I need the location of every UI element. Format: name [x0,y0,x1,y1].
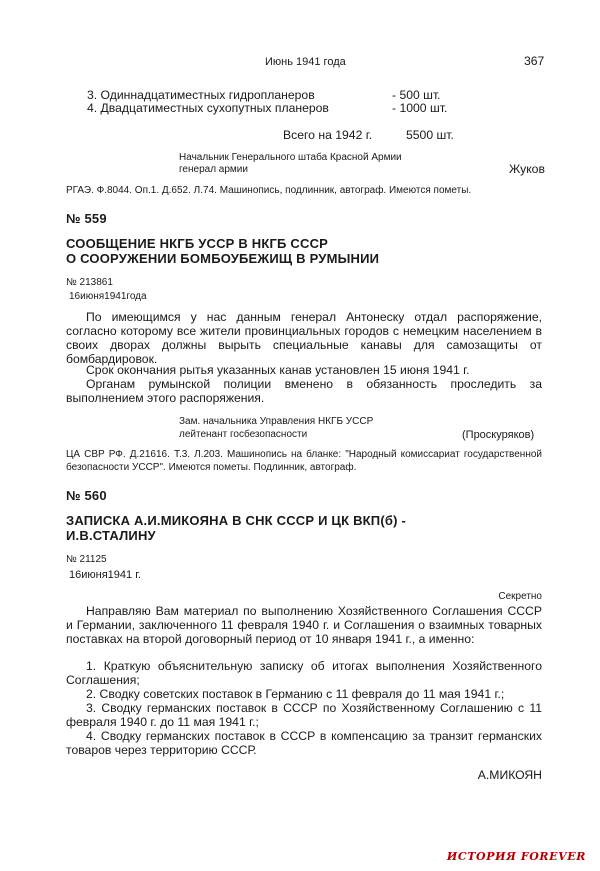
prev-item-3-qty: - 500 шт. [392,88,441,102]
doc-560-reg-number: № 21125 [66,554,107,565]
doc-560-title-line-1: ЗАПИСКА А.И.МИКОЯНА В СНК СССР И ЦК ВКП(б) - [66,513,406,528]
running-header-title: Июнь 1941 года [265,56,346,68]
prev-signer-title-1: Начальник Генерального штаба Красной Армии [179,152,402,163]
doc-559-title-line-1: СООБЩЕНИЕ НКГБ УССР В НКГБ СССР [66,236,329,251]
doc-560-number: № 560 [66,488,107,503]
prev-total-label: Всего на 1942 г. [283,128,373,142]
doc-559-signer-title-2: лейтенант госбезопасности [179,429,308,440]
doc-560-list-item-4: 4. Сводку германских поставок в СССР в компенсацию за транзит германских товаров через территорию СССР. [66,729,542,757]
doc-559-paragraph-1: По имеющимся у нас данным генерал Антонеску отдал распоряжение, согласно которому все жители провинциальных городов с немецким населением в своих дворах должны вырыть специальные канавы для самозащиты от бомбардировок. [66,310,542,366]
doc-559-signer-name: (Проскуряков) [462,429,535,441]
doc-560-signature: А.МИКОЯН [477,768,542,782]
watermark-logo: ИСТОРИЯ FOREVER [446,850,586,863]
doc-560-list-item-1: 1. Краткую объяснительную записку об итогах выполнения Хозяйственного Соглашения; [66,659,542,687]
doc-559-date: 16июня1941года [69,291,147,302]
doc-559-source-note: ЦА СВР РФ. Д.21616. Т.3. Л.203. Машинопись на бланке: "Народный комиссариат государственной безопасности УССР". Имеются пометы. Подлинник, автограф. [66,449,542,473]
doc-559-signer-title-1: Зам. начальника Управления НКГБ УССР [179,416,374,427]
doc-560-list-item-2: 2. Сводку советских поставок в Германию с 11 февраля до 11 мая 1941 г.; [86,687,505,701]
doc-560-title-line-2: И.В.СТАЛИНУ [66,528,156,543]
doc-559-paragraph-2: Срок окончания рытья указанных канав установлен 15 июня 1941 г. [86,363,470,377]
prev-total-qty: 5500 шт. [406,128,454,142]
prev-signer-title-2: генерал армии [179,164,248,175]
prev-item-3-label: 3. Одиннадцатиместных гидропланеров [87,88,315,102]
doc-559-number: № 559 [66,211,107,226]
prev-signer-name: Жуков [509,162,545,176]
doc-559-reg-number: № 213861 [66,277,113,288]
doc-560-secret-stamp: Секретно [498,591,542,602]
prev-source-note: РГАЭ. Ф.8044. Оп.1. Д.652. Л.74. Машинопись, подлинник, автограф. Имеются пометы. [66,185,472,196]
doc-560-list-item-3: 3. Сводку германских поставок в СССР по Хозяйственному Соглашению с 11 февраля 1940 г. до 11 мая 1941 г.; [66,701,542,729]
page-number: 367 [524,54,545,68]
doc-560-date: 16июня1941 г. [69,569,141,581]
doc-559-paragraph-3: Органам румынской полиции вменено в обязанность проследить за выполнением этого распоряжения. [66,377,542,405]
doc-560-paragraph-1: Направляю Вам материал по выполнению Хозяйственного Соглашения СССР и Германии, заключенного 11 февраля 1940 г. и Соглашения о взаимных товарных поставках на второй договорный период от 10 января 1941 г., а именно: [66,604,542,646]
prev-item-4-qty: - 1000 шт. [392,101,448,115]
prev-item-4-label: 4. Двадцатиместных сухопутных планеров [87,101,329,115]
doc-559-title-line-2: О СООРУЖЕНИИ БОМБОУБЕЖИЩ В РУМЫНИИ [66,251,380,266]
